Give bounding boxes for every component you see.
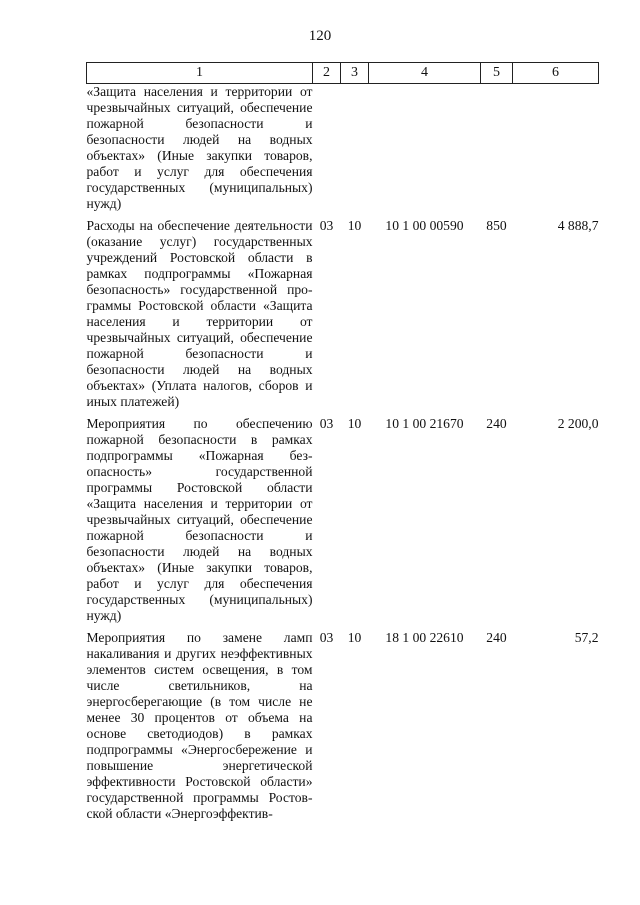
table-header-row <box>87 63 599 84</box>
row-target-code: 10 1 00 00590 <box>385 218 464 233</box>
row-amount: 4 888,7 <box>557 218 599 233</box>
column-header-6: 6 <box>513 63 599 84</box>
row-expense-type: 240 <box>486 416 507 431</box>
column-header-3: 3 <box>341 63 369 84</box>
row-amount: 57,2 <box>574 630 599 645</box>
column-header-4: 4 <box>369 63 481 84</box>
row-subsection: 10 <box>347 416 362 431</box>
row-subsection: 10 <box>347 218 362 233</box>
row-description: Расходы на обеспечение деятельности (оказание услуг) государственных учреждений Ростовской области в рамках подпрограммы «Пожарная безопасность» государственной программы Ростовской области «Защита населения и территории от чрезвычайных ситуаций, обеспечение пожарной безопасности и безопасности людей на водных объектах» (Уплата налогов, сборов и иных платежей) <box>86 218 313 409</box>
row-subsection: 10 <box>347 630 362 645</box>
row-target-code: 18 1 00 22610 <box>385 630 464 645</box>
row-subsection <box>341 84 369 217</box>
row-expense-type <box>481 84 513 217</box>
column-header-2: 2 <box>313 63 341 84</box>
row-section: 03 <box>319 218 334 233</box>
row-section: 03 <box>319 630 334 645</box>
table-row <box>87 628 599 826</box>
table-row <box>87 414 599 628</box>
row-expense-type: 850 <box>486 218 507 233</box>
row-description: Мероприятия по обеспечению пожарной безопасности в рамках подпрограммы «Пожарная безопасность» государственной программы Ростовской области «Защита населения и территории от чрезвычайных ситуаций, обеспечение пожарной безопасности и безопасности людей на водных объектах» (Иные закупки товаров, работ и услуг для обеспечения государственных (муниципальных) нужд) <box>86 416 313 623</box>
row-amount: 2 200,0 <box>557 416 599 431</box>
column-header-1: 1 <box>87 63 313 84</box>
row-expense-type: 240 <box>486 630 507 645</box>
page-number: 120 <box>308 28 332 44</box>
budget-table <box>86 62 599 826</box>
row-target-code <box>369 84 481 217</box>
row-target-code: 10 1 00 21670 <box>385 416 464 431</box>
row-description: «Защита населения и территории от чрезвычайных ситуаций, обеспечение пожарной безопасности и безопасности людей на водных объектах» (Иные закупки товаров, работ и услуг для обеспечения государственных (муниципальных) нужд) <box>86 84 313 211</box>
row-section: 03 <box>319 416 334 431</box>
row-amount <box>513 84 599 217</box>
row-section <box>313 84 341 217</box>
table-row <box>87 84 599 217</box>
column-header-5: 5 <box>481 63 513 84</box>
row-description: Мероприятия по замене ламп накаливания и других неэффективных элементов систем освещения, в том числе светильников, на энергосберегающие (в том числе не менее 30 процентов от объема на основе светодиодов) в рамках подпрограммы «Энергосбережение и повышение энергетической эффективности Ростовской области» государственной программы Ростовской области «Энергоэффектив- <box>86 630 313 821</box>
table-row <box>87 216 599 414</box>
